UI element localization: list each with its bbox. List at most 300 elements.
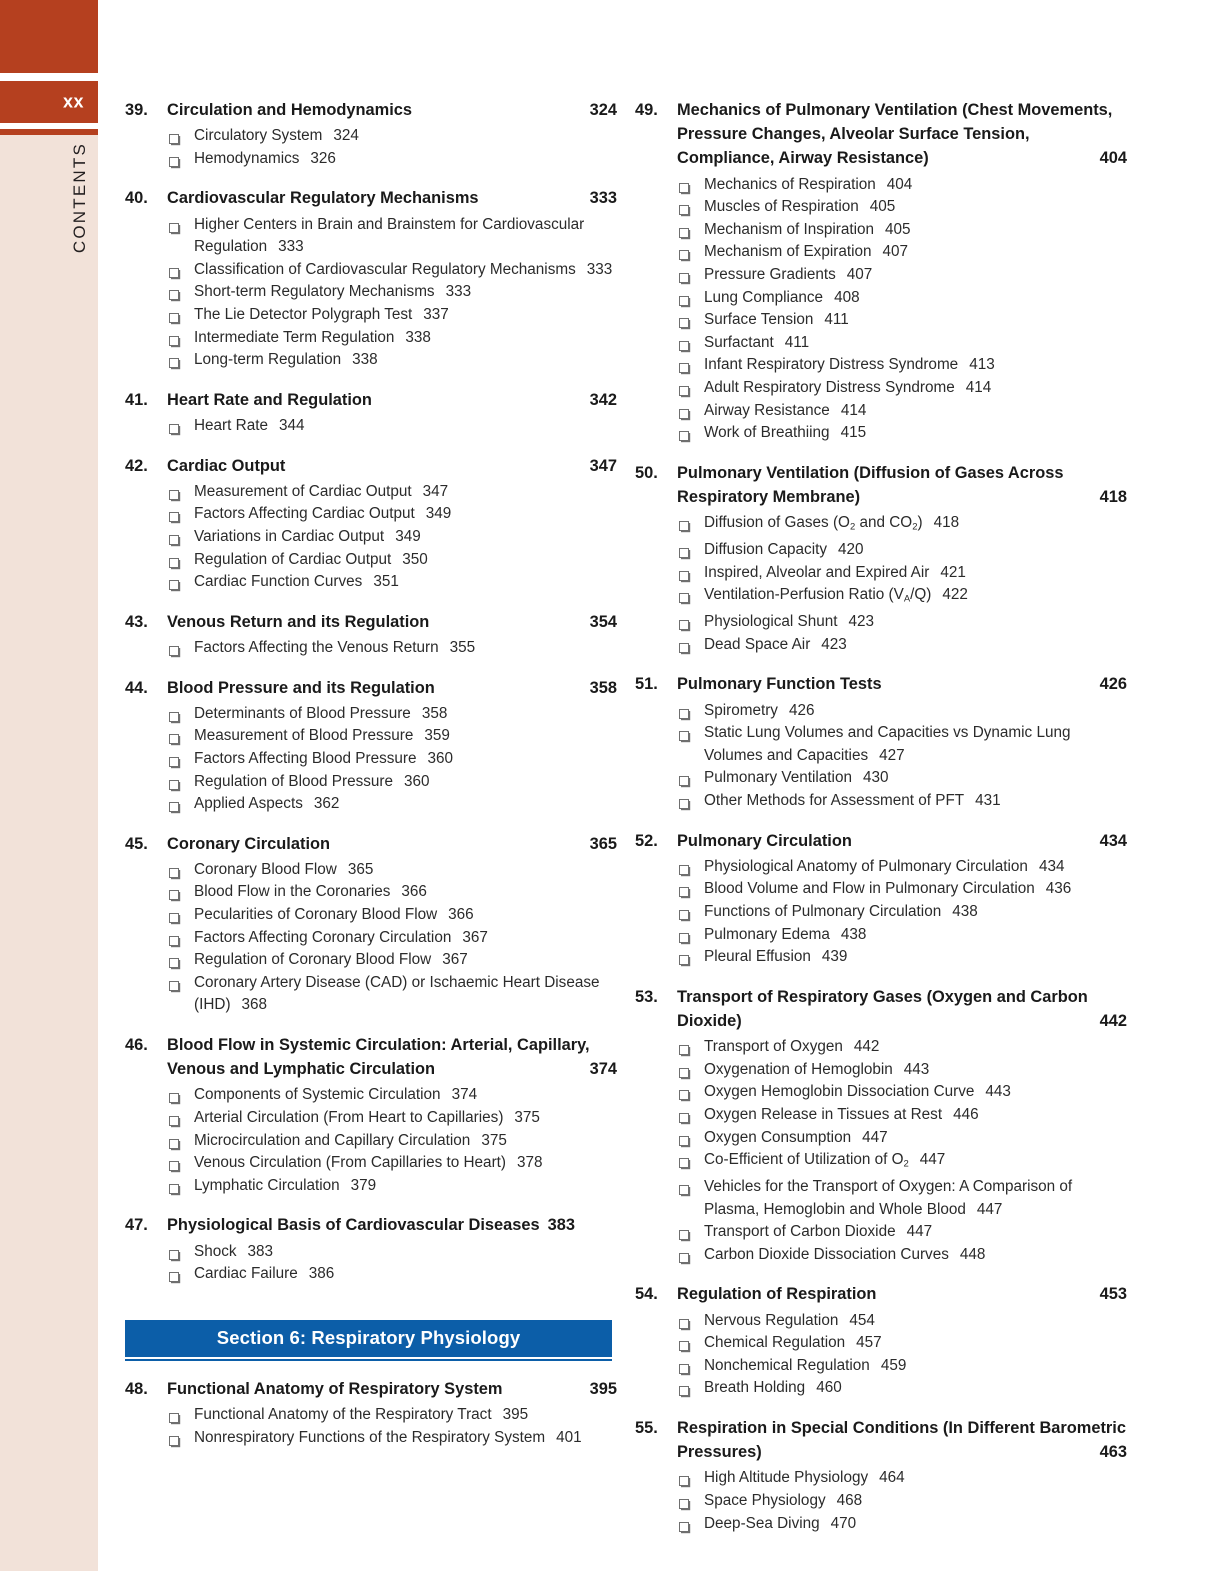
toc-chapter-title-wrap [167, 1213, 617, 1237]
toc-chapter-title-wrap [167, 832, 617, 856]
toc-subitem-label: Mechanism of Expiration 407 [704, 243, 909, 261]
toc-chapter[interactable] [125, 832, 617, 1017]
toc-subitem-label: Factors Affecting Blood Pressure 360 [194, 749, 454, 767]
square-bullet-icon [169, 1264, 194, 1287]
square-bullet-icon [679, 612, 704, 635]
square-bullet-icon [679, 1037, 704, 1060]
toc-subitem[interactable] [635, 1081, 1127, 1104]
toc-chapter-page: 347 [589, 456, 617, 475]
toc-subitem[interactable] [635, 1149, 1127, 1176]
toc-subitem[interactable] [125, 771, 617, 794]
toc-chapter-number: 44. [125, 678, 148, 697]
toc-subitem-list [125, 481, 617, 594]
toc-subitem-label: Transport of Oxygen 442 [704, 1038, 880, 1056]
toc-subitem-page: 405 [869, 198, 896, 216]
toc-chapter-page: 365 [589, 834, 617, 853]
toc-subitem[interactable] [125, 349, 617, 372]
toc-subitem[interactable] [125, 703, 617, 726]
square-bullet-icon [679, 288, 704, 311]
toc-subitem-page: 447 [862, 1128, 888, 1146]
toc-chapter-number: 49. [635, 101, 658, 119]
toc-subitem[interactable] [125, 637, 617, 660]
toc-subitem-page: 350 [402, 550, 428, 568]
toc-chapter[interactable] [125, 610, 617, 660]
toc-chapter-page: 453 [1099, 1285, 1127, 1304]
toc-subitem[interactable] [635, 1036, 1127, 1059]
toc-chapter-title: Pulmonary Function Tests [677, 675, 882, 694]
toc-subitem-label: Pulmonary Edema 438 [704, 925, 867, 943]
toc-subitem[interactable] [125, 259, 617, 282]
square-bullet-icon [679, 310, 704, 333]
toc-chapter-title-wrap [677, 461, 1127, 509]
toc-chapter[interactable] [635, 1416, 1127, 1535]
toc-chapter-page: 426 [1099, 675, 1127, 694]
toc-chapter[interactable] [635, 98, 1127, 445]
toc-subitem[interactable] [635, 1310, 1127, 1333]
toc-subitem-page: 365 [347, 860, 374, 878]
toc-chapter-title: Circulation and Hemodynamics [167, 101, 413, 119]
toc-subitem-page: 360 [427, 749, 454, 767]
toc-chapter-heading[interactable] [635, 98, 1127, 171]
square-bullet-icon [169, 1108, 194, 1131]
toc-subitem-page: 333 [586, 260, 613, 278]
toc-chapter[interactable] [125, 388, 617, 438]
toc-subitem[interactable] [125, 327, 617, 350]
toc-subitem-label: Arterial Circulation (From Heart to Capillaries) 375 [194, 1109, 540, 1127]
toc-chapter-heading[interactable] [125, 454, 617, 478]
toc-subitem-list [635, 174, 1127, 445]
toc-subitem-page: 446 [953, 1105, 979, 1123]
toc-subitem[interactable] [125, 571, 617, 594]
toc-subitem-label: Microcirculation and Capillary Circulation 375 [194, 1131, 507, 1149]
toc-chapter[interactable] [125, 186, 617, 371]
toc-subitem[interactable] [635, 264, 1127, 287]
toc-chapter-title-wrap [677, 1282, 1127, 1306]
toc-subitem-page: 362 [313, 795, 340, 813]
toc-chapter-heading[interactable] [125, 832, 617, 856]
toc-subitem[interactable] [635, 241, 1127, 264]
toc-subitem-page: 423 [848, 613, 875, 631]
toc-subitem[interactable] [125, 549, 617, 572]
toc-subitem[interactable] [635, 1059, 1127, 1082]
toc-subitem-page: 454 [849, 1311, 875, 1329]
square-bullet-icon [679, 723, 704, 768]
toc-chapter-title: Blood Pressure and its Regulation [167, 678, 435, 697]
toc-subitem-page: 447 [976, 1200, 1003, 1218]
toc-subitem[interactable] [635, 790, 1127, 813]
toc-subitem[interactable] [635, 722, 1127, 767]
toc-subitem-page: 448 [959, 1245, 986, 1263]
toc-subitem-label: Coronary Blood Flow 365 [194, 860, 374, 878]
toc-chapter-heading[interactable] [635, 672, 1127, 696]
toc-chapter[interactable] [125, 676, 617, 816]
toc-subitem[interactable] [125, 904, 617, 927]
toc-chapter-page: 333 [589, 189, 617, 208]
toc-chapter-title-wrap [677, 829, 1127, 853]
square-bullet-icon [679, 902, 704, 925]
toc-subitem[interactable] [125, 526, 617, 549]
square-bullet-icon [679, 1311, 704, 1334]
toc-subitem-label: Adult Respiratory Distress Syndrome 414 [704, 378, 992, 396]
toc-chapter-number: 50. [635, 463, 658, 482]
toc-chapter[interactable] [635, 1282, 1127, 1400]
toc-subitem[interactable] [125, 1152, 617, 1175]
page-number-label: xx [62, 91, 84, 112]
toc-column-left [125, 98, 617, 1453]
toc-subitem-label: Higher Centers in Brain and Brainstem for Cardiovascular Regulation 333 [194, 215, 585, 256]
square-bullet-icon [169, 749, 194, 772]
toc-subitem-label: Cardiac Failure 386 [194, 1265, 335, 1283]
toc-subitem-label: Breath Holding 460 [704, 1379, 842, 1397]
square-bullet-icon [169, 973, 194, 1018]
square-bullet-icon [679, 423, 704, 446]
toc-chapter-title: Regulation of Respiration [677, 1285, 877, 1304]
square-bullet-icon [679, 563, 704, 586]
toc-subitem[interactable] [125, 1175, 617, 1198]
toc-subitem-label: Pulmonary Ventilation 430 [704, 769, 889, 787]
toc-subitem[interactable] [635, 1377, 1127, 1400]
toc-subitem[interactable] [635, 377, 1127, 400]
toc-subitem-label: Factors Affecting Cardiac Output 349 [194, 505, 452, 523]
toc-subitem[interactable] [635, 1221, 1127, 1244]
toc-subitem[interactable] [125, 881, 617, 904]
toc-subitem[interactable] [635, 1244, 1127, 1267]
toc-subitem-label: High Altitude Physiology 464 [704, 1469, 905, 1487]
toc-subitem[interactable] [125, 214, 617, 259]
toc-subitem[interactable] [125, 1404, 617, 1427]
square-bullet-icon [169, 1176, 194, 1199]
toc-chapter-number: 47. [125, 1216, 148, 1235]
square-bullet-icon [679, 635, 704, 658]
toc-subitem-page: 443 [903, 1060, 930, 1078]
toc-subitem[interactable] [125, 1241, 617, 1264]
toc-subitem[interactable] [635, 856, 1127, 879]
toc-subitem[interactable] [125, 1084, 617, 1107]
toc-subitem-label: Functions of Pulmonary Circulation 438 [704, 902, 978, 920]
toc-subitem-label: Components of Systemic Circulation 374 [194, 1086, 478, 1104]
toc-subitem-page: 405 [885, 220, 911, 238]
toc-subitem-label: Physiological Shunt 423 [704, 613, 875, 631]
toc-subitem-label: Circulatory System 324 [194, 127, 359, 145]
toc-subitem-label: Inspired, Alveolar and Expired Air 421 [704, 563, 966, 581]
toc-chapter[interactable] [125, 1033, 617, 1197]
toc-subitem-page: 404 [886, 175, 913, 193]
toc-subitem[interactable] [125, 281, 617, 304]
toc-subitem[interactable] [635, 354, 1127, 377]
toc-chapter-title: Cardiovascular Regulatory Mechanisms [167, 189, 479, 208]
toc-subitem-page: 408 [834, 288, 860, 306]
toc-subitem-page: 427 [879, 746, 905, 764]
toc-subitem[interactable] [125, 859, 617, 882]
toc-subitem-label: Ventilation-Perfusion Ratio $(V_A/Q)$ 422 [704, 586, 968, 605]
toc-subitem[interactable] [635, 512, 1127, 539]
toc-subitem-page: 407 [882, 243, 909, 261]
toc-chapter-title-wrap [677, 98, 1127, 171]
toc-chapter[interactable] [635, 672, 1127, 812]
toc-subitem-page: 383 [247, 1242, 274, 1260]
square-bullet-icon [169, 1428, 194, 1451]
toc-subitem-label: Shock 383 [194, 1242, 274, 1260]
toc-subitem-label: Oxygen Hemoglobin Dissociation Curve 443 [704, 1083, 1011, 1101]
square-bullet-icon [169, 928, 194, 951]
toc-chapter-heading[interactable] [635, 829, 1127, 853]
toc-subitem-label: Surfactant 411 [704, 333, 810, 351]
contents-side-tab [0, 0, 98, 1571]
toc-subitem-page: 431 [975, 792, 1001, 809]
toc-subitem[interactable] [635, 400, 1127, 423]
toc-subitem-page: 401 [556, 1428, 582, 1446]
toc-chapter-heading[interactable] [125, 610, 617, 634]
toc-subitem[interactable] [125, 1263, 617, 1286]
square-bullet-icon [679, 925, 704, 948]
square-bullet-icon [169, 882, 194, 905]
square-bullet-icon [679, 1378, 704, 1401]
toc-subitem-page: 367 [442, 951, 468, 969]
toc-chapter-title: Coronary Circulation [167, 834, 331, 853]
toc-subitem[interactable] [125, 415, 617, 438]
toc-subitem-page: 359 [424, 727, 450, 745]
toc-chapter-heading[interactable] [125, 98, 617, 122]
toc-subitem-page: 459 [880, 1356, 907, 1374]
square-bullet-icon [169, 726, 194, 749]
toc-subitem[interactable] [635, 196, 1127, 219]
toc-chapter-title-wrap [677, 672, 1127, 696]
square-bullet-icon [169, 638, 194, 661]
toc-subitem[interactable] [635, 924, 1127, 947]
toc-subitem[interactable] [125, 927, 617, 950]
toc-subitem[interactable] [125, 748, 617, 771]
square-bullet-icon [679, 1356, 704, 1379]
toc-subitem[interactable] [125, 949, 617, 972]
square-bullet-icon [679, 220, 704, 243]
toc-chapter[interactable] [125, 1213, 617, 1285]
toc-chapter-title-wrap [677, 1416, 1127, 1464]
square-bullet-icon [169, 1131, 194, 1154]
square-bullet-icon [169, 905, 194, 928]
toc-subitem-page: 367 [462, 928, 488, 946]
square-bullet-icon [679, 585, 704, 612]
toc-subitem[interactable] [635, 174, 1127, 197]
toc-subitem-page: 414 [840, 401, 867, 419]
square-bullet-icon [679, 1082, 704, 1105]
toc-subitem[interactable] [125, 793, 617, 816]
toc-subitem[interactable] [125, 972, 617, 1017]
toc-subitem-label: Static Lung Volumes and Capacities vs Dynamic Lung Volumes and Capacities 427 [704, 724, 1071, 764]
toc-subitem[interactable] [125, 1427, 617, 1450]
toc-subitem-page: 378 [517, 1154, 543, 1172]
toc-subitem-page: 443 [985, 1083, 1011, 1101]
toc-chapter-title-wrap [167, 610, 617, 634]
toc-subitem[interactable] [635, 901, 1127, 924]
toc-chapter-heading[interactable] [125, 186, 617, 210]
toc-subitem[interactable] [125, 503, 617, 526]
square-bullet-icon [169, 1405, 194, 1428]
square-bullet-icon [679, 1060, 704, 1083]
square-bullet-icon [169, 527, 194, 550]
toc-chapter[interactable] [125, 1377, 617, 1449]
toc-subitem-page: 355 [449, 638, 476, 656]
toc-chapter-heading[interactable] [125, 1213, 617, 1237]
toc-chapter-heading[interactable] [635, 1282, 1127, 1306]
toc-subitem-label: Lung Compliance 408 [704, 288, 860, 306]
toc-subitem-label: Carbon Dioxide Dissociation Curves 448 [704, 1245, 986, 1263]
toc-chapter-number: 53. [635, 987, 658, 1006]
section-banner [125, 1320, 612, 1361]
toc-subitem-label: Transport of Carbon Dioxide 447 [704, 1223, 933, 1241]
toc-subitem[interactable] [125, 1107, 617, 1130]
toc-subitem-page: 426 [788, 701, 815, 719]
toc-chapter-title: Pulmonary Circulation [677, 831, 852, 850]
toc-subitem[interactable] [635, 1104, 1127, 1127]
toc-chapter-heading[interactable] [125, 388, 617, 412]
toc-subitem[interactable] [635, 1490, 1127, 1513]
toc-subitem[interactable] [635, 1127, 1127, 1150]
toc-subitem-label: Classification of Cardiovascular Regulatory Mechanisms 333 [194, 260, 613, 278]
toc-subitem-page: 418 [933, 514, 960, 532]
toc-subitem-page: 423 [821, 635, 847, 653]
toc-subitem-label: Space Physiology 468 [704, 1492, 863, 1510]
toc-subitem-page: 368 [241, 996, 268, 1014]
toc-subitem-label: Oxygen Release in Tissues at Rest 446 [704, 1105, 979, 1123]
toc-chapter[interactable] [635, 461, 1127, 657]
toc-subitem[interactable] [125, 481, 617, 504]
toc-subitem-page: 447 [906, 1223, 933, 1241]
toc-subitem-list [125, 1241, 617, 1286]
square-bullet-icon [679, 1468, 704, 1491]
toc-subitem-label: Intermediate Term Regulation 338 [194, 328, 431, 346]
toc-subitem[interactable] [125, 304, 617, 327]
toc-subitem[interactable] [635, 946, 1127, 969]
square-bullet-icon [169, 772, 194, 795]
toc-subitem[interactable] [635, 1332, 1127, 1355]
toc-subitem[interactable] [635, 287, 1127, 310]
toc-subitem-label: Blood Flow in the Coronaries 366 [194, 883, 427, 901]
toc-subitem-label: Venous Circulation (From Capillaries to Heart) 378 [194, 1154, 543, 1172]
toc-subitem-label: Hemodynamics 326 [194, 149, 336, 167]
toc-subitem-page: 324 [333, 127, 359, 145]
toc-subitem-label: Functional Anatomy of the Respiratory Tract 395 [194, 1406, 529, 1424]
toc-subitem-page: 337 [423, 305, 449, 323]
square-bullet-icon [679, 175, 704, 198]
toc-chapter-number: 41. [125, 390, 148, 409]
square-bullet-icon [169, 704, 194, 727]
square-bullet-icon [679, 1150, 704, 1177]
toc-subitem[interactable] [125, 148, 617, 171]
toc-chapter-number: 39. [125, 101, 148, 119]
toc-subitem[interactable] [635, 1513, 1127, 1536]
toc-subitem[interactable] [635, 584, 1127, 611]
square-bullet-icon [679, 857, 704, 880]
square-bullet-icon [679, 1222, 704, 1245]
square-bullet-icon [169, 550, 194, 573]
toc-chapter-page: 324 [589, 101, 617, 119]
square-bullet-icon [679, 1177, 704, 1222]
toc-chapter[interactable] [125, 454, 617, 594]
toc-chapter[interactable] [635, 829, 1127, 969]
toc-subitem[interactable] [635, 562, 1127, 585]
toc-subitem-label: Factors Affecting the Venous Return 355 [194, 638, 476, 656]
toc-subitem-page: 395 [502, 1406, 529, 1424]
toc-subitem-page: 413 [969, 356, 995, 374]
square-bullet-icon [679, 265, 704, 288]
toc-subitem-page: 333 [445, 283, 472, 301]
toc-subitem-label: Regulation of Coronary Blood Flow 367 [194, 951, 468, 969]
toc-subitem[interactable] [125, 725, 617, 748]
toc-subitem[interactable] [635, 1355, 1127, 1378]
toc-subitem[interactable] [635, 539, 1127, 562]
toc-subitem-page: 360 [403, 772, 430, 790]
toc-subitem-page: 333 [278, 238, 304, 256]
toc-subitem[interactable] [635, 309, 1127, 332]
toc-subitem[interactable] [635, 332, 1127, 355]
toc-chapter-heading[interactable] [125, 676, 617, 700]
toc-chapter-title: Mechanics of Pulmonary Ventilation (Chest Movements, Pressure Changes, Alveolar Surface Tension, Compliance, Airway Resistance) [677, 101, 1113, 168]
toc-subitem[interactable] [635, 422, 1127, 445]
toc-chapter[interactable] [635, 985, 1127, 1267]
toc-subitem[interactable] [635, 611, 1127, 634]
toc-chapter-title: Cardiac Output [167, 456, 286, 475]
toc-subitem-label: Determinants of Blood Pressure 358 [194, 704, 448, 722]
toc-chapter-title-wrap [167, 676, 617, 700]
toc-chapter-title-wrap [167, 454, 617, 478]
toc-chapter-page: 434 [1099, 831, 1127, 850]
toc-subitem[interactable] [125, 1130, 617, 1153]
toc-subitem[interactable] [635, 219, 1127, 242]
square-bullet-icon [679, 242, 704, 265]
square-bullet-icon [679, 1105, 704, 1128]
toc-chapter[interactable] [125, 98, 617, 170]
toc-subitem-page: 358 [421, 704, 448, 722]
page-number-band [0, 81, 98, 123]
toc-chapter-title-wrap [167, 1377, 617, 1401]
toc-subitem-label: Cardiac Function Curves 351 [194, 573, 399, 591]
toc-subitem-page: 386 [308, 1265, 335, 1283]
toc-chapter-number: 45. [125, 834, 148, 853]
toc-subitem-page: 351 [373, 573, 399, 591]
toc-chapter-page: 395 [589, 1379, 617, 1398]
toc-chapter-heading[interactable] [125, 1033, 617, 1081]
toc-subitem-label: Surface Tension 411 [704, 311, 849, 329]
toc-subitem-label: Heart Rate 344 [194, 416, 305, 434]
square-bullet-icon [169, 416, 194, 439]
toc-chapter-heading[interactable] [125, 1377, 617, 1401]
toc-subitem[interactable] [635, 1176, 1127, 1221]
toc-subitem-label: Mechanics of Respiration 404 [704, 175, 913, 193]
toc-subitem-page: 414 [965, 378, 992, 396]
toc-subitem[interactable] [635, 878, 1127, 901]
toc-subitem[interactable] [635, 634, 1127, 657]
toc-content [98, 0, 1214, 1571]
toc-subitem[interactable] [635, 767, 1127, 790]
toc-chapter-heading[interactable] [635, 461, 1127, 509]
toc-subitem-label: The Lie Detector Polygraph Test 337 [194, 305, 449, 323]
toc-subitem[interactable] [635, 700, 1127, 723]
toc-chapter-heading[interactable] [635, 985, 1127, 1033]
square-bullet-icon [679, 355, 704, 378]
toc-chapter-title: Heart Rate and Regulation [167, 390, 372, 409]
toc-subitem-page: 374 [451, 1086, 478, 1104]
toc-subitem-page: 375 [481, 1131, 507, 1149]
square-bullet-icon [169, 126, 194, 149]
toc-chapter-number: 48. [125, 1379, 148, 1398]
square-bullet-icon [169, 950, 194, 973]
toc-subitem[interactable] [635, 1467, 1127, 1490]
toc-subitem-list [125, 1404, 617, 1449]
toc-subitem-page: 344 [278, 416, 305, 434]
toc-subitem[interactable] [125, 125, 617, 148]
toc-chapter-heading[interactable] [635, 1416, 1127, 1464]
square-bullet-icon [679, 947, 704, 970]
